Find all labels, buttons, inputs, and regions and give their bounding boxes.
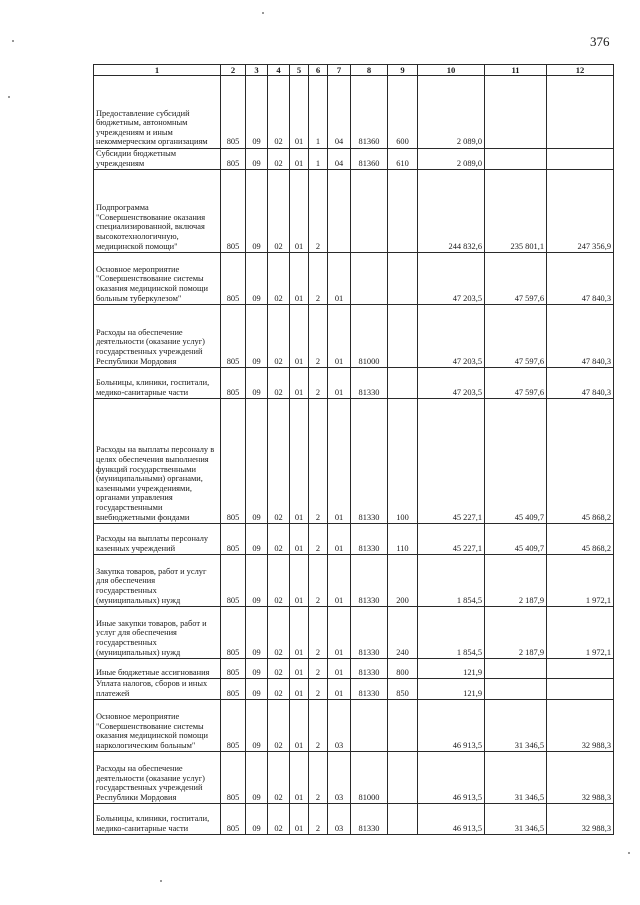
code-cell: [388, 170, 418, 253]
amount-cell: 247 356,9: [547, 170, 614, 253]
column-header: 9: [388, 65, 418, 76]
code-cell: 02: [268, 399, 290, 524]
code-cell: 02: [268, 607, 290, 659]
code-cell: 01: [290, 368, 309, 399]
code-cell: 09: [246, 804, 268, 835]
code-cell: 240: [388, 607, 418, 659]
code-cell: 110: [388, 524, 418, 555]
code-cell: 2: [309, 659, 328, 679]
amount-cell: 1 972,1: [547, 607, 614, 659]
code-cell: 805: [221, 555, 246, 607]
amount-cell: 31 346,5: [485, 752, 547, 804]
code-cell: 02: [268, 679, 290, 700]
code-cell: 09: [246, 607, 268, 659]
code-cell: 02: [268, 524, 290, 555]
code-cell: 04: [328, 149, 351, 170]
code-cell: 09: [246, 170, 268, 253]
code-cell: 01: [328, 679, 351, 700]
code-cell: [388, 804, 418, 835]
code-cell: 805: [221, 149, 246, 170]
table-row: [94, 679, 614, 700]
code-cell: 81330: [351, 524, 388, 555]
code-cell: 09: [246, 399, 268, 524]
amount-cell: [485, 149, 547, 170]
row-name-cell: Основное мероприятие "Совершенствование системы оказания медицинской помощи наркологическим больным": [94, 700, 221, 752]
row-name-cell: Основное мероприятие "Совершенствование системы оказания медицинской помощи больным туберкулезом": [94, 253, 221, 305]
code-cell: 01: [290, 607, 309, 659]
amount-cell: 47 840,3: [547, 368, 614, 399]
code-cell: 09: [246, 305, 268, 368]
code-cell: [388, 752, 418, 804]
table-row: [94, 752, 614, 804]
code-cell: 02: [268, 752, 290, 804]
code-cell: 01: [290, 524, 309, 555]
amount-cell: [485, 76, 547, 149]
column-header: 6: [309, 65, 328, 76]
code-cell: 01: [290, 804, 309, 835]
code-cell: 01: [328, 607, 351, 659]
code-cell: 81330: [351, 607, 388, 659]
code-cell: 2: [309, 368, 328, 399]
column-header: 4: [268, 65, 290, 76]
table-row: [94, 700, 614, 752]
code-cell: 01: [290, 679, 309, 700]
code-cell: 610: [388, 149, 418, 170]
code-cell: 805: [221, 752, 246, 804]
table-row: [94, 253, 614, 305]
code-cell: 81330: [351, 399, 388, 524]
code-cell: 2: [309, 305, 328, 368]
column-header: 3: [246, 65, 268, 76]
code-cell: 02: [268, 253, 290, 305]
amount-cell: 2 089,0: [418, 76, 485, 149]
code-cell: 02: [268, 170, 290, 253]
code-cell: 09: [246, 149, 268, 170]
budget-table: [93, 64, 614, 835]
code-cell: 81000: [351, 305, 388, 368]
code-cell: [388, 368, 418, 399]
code-cell: 805: [221, 170, 246, 253]
column-header: 5: [290, 65, 309, 76]
amount-cell: 47 203,5: [418, 305, 485, 368]
table-row: [94, 399, 614, 524]
code-cell: 600: [388, 76, 418, 149]
page-number: 376: [590, 34, 610, 49]
code-cell: 01: [290, 305, 309, 368]
row-name-cell: Больницы, клиники, госпитали, медико-санитарные части: [94, 804, 221, 835]
code-cell: 03: [328, 700, 351, 752]
code-cell: 01: [290, 399, 309, 524]
code-cell: 2: [309, 253, 328, 305]
code-cell: 2: [309, 399, 328, 524]
amount-cell: 47 597,6: [485, 305, 547, 368]
code-cell: 81330: [351, 679, 388, 700]
row-name-cell: Больницы, клиники, госпитали, медико-санитарные части: [94, 368, 221, 399]
code-cell: 1: [309, 149, 328, 170]
code-cell: 2: [309, 700, 328, 752]
code-cell: [388, 305, 418, 368]
amount-cell: 1 854,5: [418, 607, 485, 659]
amount-cell: 47 203,5: [418, 253, 485, 305]
code-cell: 09: [246, 76, 268, 149]
amount-cell: 46 913,5: [418, 752, 485, 804]
row-name-cell: Предоставление субсидий бюджетным, автономным учреждениям и иным некоммерческим организациям: [94, 76, 221, 149]
code-cell: 09: [246, 679, 268, 700]
code-cell: 805: [221, 76, 246, 149]
code-cell: [351, 170, 388, 253]
amount-cell: 32 988,3: [547, 804, 614, 835]
row-name-cell: Расходы на обеспечение деятельности (оказание услуг) государственных учреждений Республики Мордовия: [94, 752, 221, 804]
code-cell: 02: [268, 305, 290, 368]
table-row: [94, 524, 614, 555]
code-cell: 02: [268, 700, 290, 752]
table-row: [94, 555, 614, 607]
column-header: 10: [418, 65, 485, 76]
code-cell: 805: [221, 679, 246, 700]
table-row: [94, 804, 614, 835]
code-cell: 04: [328, 76, 351, 149]
code-cell: 81360: [351, 149, 388, 170]
code-cell: 01: [328, 368, 351, 399]
code-cell: 2: [309, 804, 328, 835]
code-cell: 81330: [351, 368, 388, 399]
table-row: [94, 368, 614, 399]
code-cell: 200: [388, 555, 418, 607]
code-cell: 09: [246, 659, 268, 679]
row-name-cell: Иные бюджетные ассигнования: [94, 659, 221, 679]
row-name-cell: Уплата налогов, сборов и иных платежей: [94, 679, 221, 700]
code-cell: 805: [221, 399, 246, 524]
amount-cell: 2 187,9: [485, 607, 547, 659]
amount-cell: 47 840,3: [547, 305, 614, 368]
column-header: 8: [351, 65, 388, 76]
amount-cell: 244 832,6: [418, 170, 485, 253]
code-cell: 01: [290, 752, 309, 804]
amount-cell: 45 868,2: [547, 399, 614, 524]
column-header: 2: [221, 65, 246, 76]
code-cell: 1: [309, 76, 328, 149]
code-cell: [388, 253, 418, 305]
amount-cell: 1 972,1: [547, 555, 614, 607]
code-cell: 01: [290, 149, 309, 170]
code-cell: [351, 253, 388, 305]
code-cell: 81330: [351, 659, 388, 679]
amount-cell: 2 089,0: [418, 149, 485, 170]
row-name-cell: Закупка товаров, работ и услуг для обеспечения государственных (муниципальных) нужд: [94, 555, 221, 607]
column-header: 1: [94, 65, 221, 76]
amount-cell: 47 840,3: [547, 253, 614, 305]
code-cell: 81330: [351, 804, 388, 835]
amount-cell: [547, 679, 614, 700]
amount-cell: 235 801,1: [485, 170, 547, 253]
amount-cell: 47 597,6: [485, 368, 547, 399]
amount-cell: 45 868,2: [547, 524, 614, 555]
amount-cell: 121,9: [418, 679, 485, 700]
row-name-cell: Расходы на выплаты персоналу в целях обеспечения выполнения функций государственными (муниципальными) органами, казенными учреждениями, органами управления государственными внебюджетными фондами: [94, 399, 221, 524]
amount-cell: 45 409,7: [485, 399, 547, 524]
amount-cell: 45 227,1: [418, 399, 485, 524]
table-row: [94, 305, 614, 368]
code-cell: 2: [309, 752, 328, 804]
column-header: 11: [485, 65, 547, 76]
table-header-row: [94, 65, 614, 76]
code-cell: 100: [388, 399, 418, 524]
amount-cell: [547, 76, 614, 149]
code-cell: 81360: [351, 76, 388, 149]
code-cell: 805: [221, 804, 246, 835]
table-row: [94, 659, 614, 679]
table-row: [94, 170, 614, 253]
code-cell: 2: [309, 555, 328, 607]
amount-cell: 31 346,5: [485, 804, 547, 835]
amount-cell: 121,9: [418, 659, 485, 679]
code-cell: 805: [221, 700, 246, 752]
code-cell: 805: [221, 659, 246, 679]
row-name-cell: Иные закупки товаров, работ и услуг для обеспечения государственных (муниципальных) нужд: [94, 607, 221, 659]
code-cell: 2: [309, 170, 328, 253]
amount-cell: 2 187,9: [485, 555, 547, 607]
table-body: [94, 76, 614, 835]
code-cell: 09: [246, 555, 268, 607]
code-cell: 01: [328, 305, 351, 368]
code-cell: 81330: [351, 555, 388, 607]
code-cell: 800: [388, 659, 418, 679]
row-name-cell: Субсидии бюджетным учреждениям: [94, 149, 221, 170]
amount-cell: 45 409,7: [485, 524, 547, 555]
code-cell: 01: [328, 253, 351, 305]
code-cell: 805: [221, 607, 246, 659]
amount-cell: 1 854,5: [418, 555, 485, 607]
code-cell: 03: [328, 804, 351, 835]
row-name-cell: Расходы на обеспечение деятельности (оказание услуг) государственных учреждений Республики Мордовия: [94, 305, 221, 368]
code-cell: 01: [328, 659, 351, 679]
code-cell: 03: [328, 752, 351, 804]
code-cell: 02: [268, 368, 290, 399]
column-header: 7: [328, 65, 351, 76]
code-cell: 02: [268, 149, 290, 170]
amount-cell: 45 227,1: [418, 524, 485, 555]
code-cell: 02: [268, 804, 290, 835]
code-cell: 02: [268, 555, 290, 607]
scan-speck: [8, 96, 10, 98]
code-cell: [351, 700, 388, 752]
code-cell: 09: [246, 752, 268, 804]
amount-cell: 47 597,6: [485, 253, 547, 305]
code-cell: 02: [268, 76, 290, 149]
amount-cell: [547, 659, 614, 679]
amount-cell: [485, 659, 547, 679]
code-cell: 2: [309, 679, 328, 700]
code-cell: 2: [309, 524, 328, 555]
code-cell: 805: [221, 524, 246, 555]
code-cell: 805: [221, 305, 246, 368]
code-cell: [328, 170, 351, 253]
amount-cell: 46 913,5: [418, 804, 485, 835]
code-cell: 01: [290, 170, 309, 253]
code-cell: 09: [246, 524, 268, 555]
code-cell: 805: [221, 368, 246, 399]
scan-speck: [12, 40, 14, 42]
table-row: [94, 149, 614, 170]
table-row: [94, 76, 614, 149]
code-cell: [388, 700, 418, 752]
code-cell: 850: [388, 679, 418, 700]
amount-cell: 47 203,5: [418, 368, 485, 399]
scan-speck: [628, 852, 630, 854]
code-cell: 01: [290, 253, 309, 305]
code-cell: 09: [246, 700, 268, 752]
amount-cell: [547, 149, 614, 170]
code-cell: 01: [328, 524, 351, 555]
code-cell: 09: [246, 253, 268, 305]
column-header: 12: [547, 65, 614, 76]
amount-cell: 32 988,3: [547, 752, 614, 804]
code-cell: 01: [290, 659, 309, 679]
scan-speck: [160, 880, 162, 882]
amount-cell: 32 988,3: [547, 700, 614, 752]
code-cell: 01: [290, 76, 309, 149]
amount-cell: 31 346,5: [485, 700, 547, 752]
code-cell: 01: [328, 399, 351, 524]
code-cell: 2: [309, 607, 328, 659]
row-name-cell: Расходы на выплаты персоналу казенных учреждений: [94, 524, 221, 555]
code-cell: 81000: [351, 752, 388, 804]
code-cell: 02: [268, 659, 290, 679]
amount-cell: [485, 679, 547, 700]
code-cell: 805: [221, 253, 246, 305]
table-row: [94, 607, 614, 659]
code-cell: 09: [246, 368, 268, 399]
code-cell: 01: [290, 700, 309, 752]
code-cell: 01: [290, 555, 309, 607]
scan-speck: [262, 12, 264, 14]
row-name-cell: Подпрограмма "Совершенствование оказания специализированной, включая высокотехнологичную, медицинской помощи": [94, 170, 221, 253]
amount-cell: 46 913,5: [418, 700, 485, 752]
code-cell: 01: [328, 555, 351, 607]
